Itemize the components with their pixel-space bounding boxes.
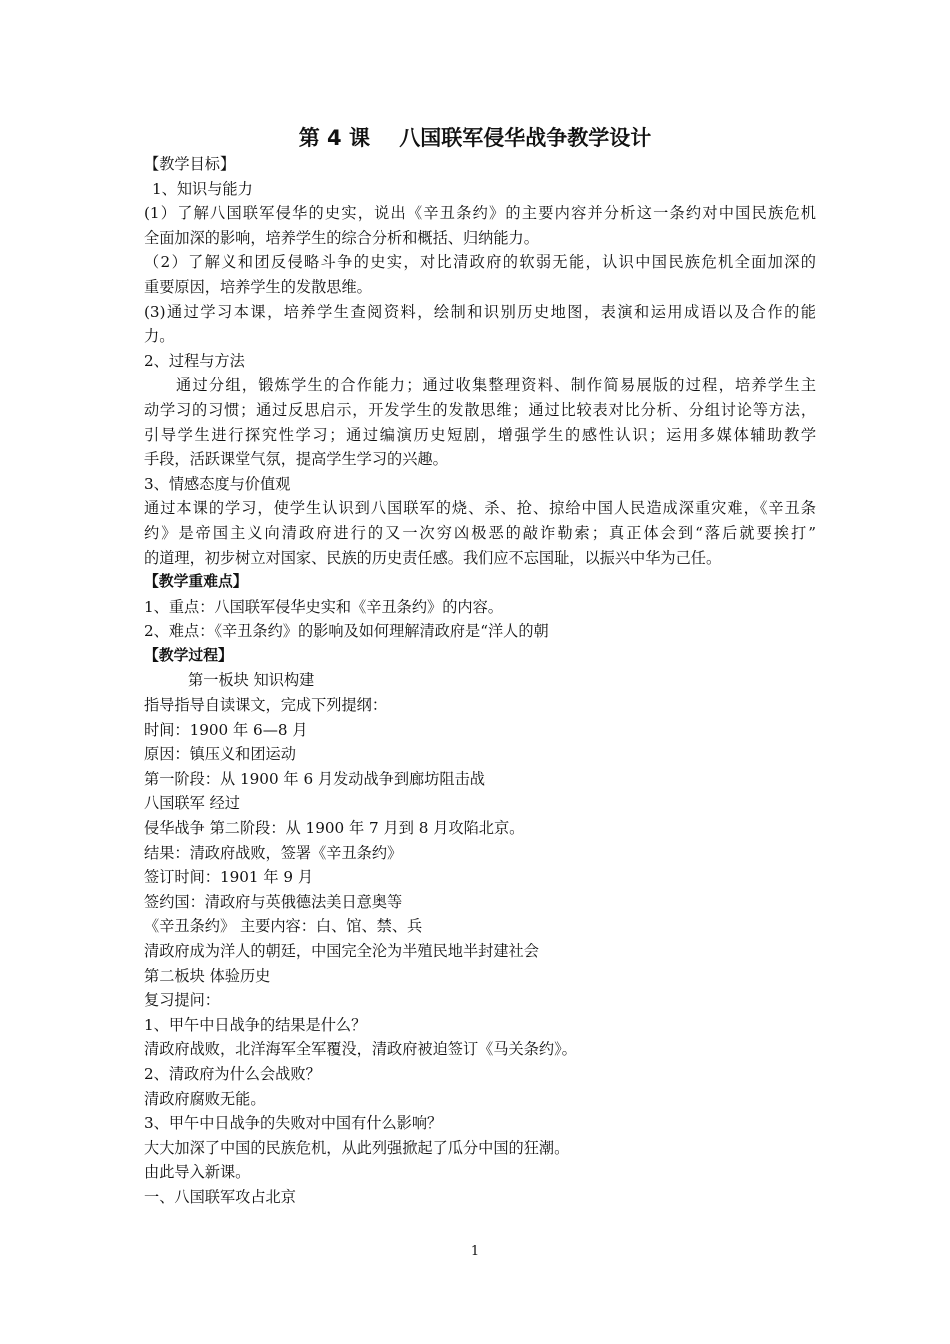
section-heading-capture-beijing: 一、八国联军攻占北京 — [144, 1187, 296, 1206]
answer-line: 大大加深了中国的民族危机，从此列强掀起了瓜分中国的狂潮。 — [144, 1138, 570, 1157]
subheading-values: 3、情感态度与价值观 — [144, 474, 291, 493]
paragraph-line: (1）了解八国联军侵华的史实，说出《辛丑条约》的主要内容并分析这一条约对中国民族危机 — [144, 204, 816, 223]
outline-line: 清政府成为洋人的朝廷，中国完全沦为半殖民地半封建社会 — [144, 942, 539, 960]
answer-line: 清政府战败，北洋海军全军覆没，清政府被迫签订《马关条约》。 — [144, 1040, 577, 1059]
answer-line: 清政府腐败无能。 — [144, 1089, 266, 1108]
subheading-knowledge: 1、知识与能力 — [152, 179, 253, 198]
paragraph-line: （2）了解义和团反侵略斗争的史实，对比清政府的软弱无能，认识中国民族危机全面加深的 — [144, 253, 816, 272]
outline-line: 时间：1900 年 6—8 月 — [144, 720, 308, 739]
document-title: 第 4 课 八国联军侵华战争教学设计 — [298, 126, 652, 150]
paragraph-line: (3)通过学习本课，培养学生查阅资料，绘制和识别历史地图，表演和运用成语以及合作的能 — [144, 302, 816, 321]
paragraph-line: 的道理，初步树立对国家、民族的历史责任感。我们应不忘国耻，以振兴中华为己任。 — [144, 548, 722, 567]
block-heading-experience: 第二板块 体验历史 — [144, 966, 271, 985]
paragraph-line: 通过分组，锻炼学生的合作能力；通过收集整理资料、制作简易展版的过程，培养学生主 — [176, 376, 816, 395]
block-heading-knowledge: 第一板块 知识构建 — [188, 671, 315, 690]
paragraph-line: 引导学生进行探究性学习；通过编演历史短剧，增强学生的感性认识；运用多媒体辅助教学 — [144, 425, 816, 444]
outline-line: 签约国：清政府与英俄德法美日意奥等 — [144, 892, 403, 911]
paragraph-line: 约》是帝国主义向清政府进行的又一次穷凶极恶的敲诈勒索；真正体会到“落后就要挨打” — [144, 523, 816, 542]
section-heading-objectives: 【教学目标】 — [144, 155, 236, 173]
paragraph-line: 由此导入新课。 — [144, 1163, 251, 1182]
paragraph-line: 2、难点：《辛丑条约》的影响及如何理解清政府是“洋人的朝 — [144, 622, 549, 641]
outline-line: 侵华战争 第二阶段：从 1900 年 7 月到 8 月攻陷北京。 — [144, 819, 525, 838]
outline-line: 八国联军 经过 — [144, 794, 240, 813]
document-body — [144, 152, 816, 1210]
paragraph-line: 手段，活跃课堂气氛，提高学生学习的兴趣。 — [144, 450, 448, 469]
outline-line: 原因：镇压义和团运动 — [144, 745, 296, 764]
paragraph-line: 力。 — [144, 327, 175, 346]
paragraph-line: 重要原因，培养学生的发散思维。 — [144, 277, 372, 296]
paragraph-line: 复习提问： — [144, 991, 220, 1010]
outline-line: 第一阶段：从 1900 年 6 月发动战争到廊坊阻击战 — [144, 769, 485, 788]
question-line: 2、清政府为什么会战败？ — [144, 1064, 321, 1083]
subheading-process: 2、过程与方法 — [144, 351, 245, 370]
section-heading-key-points: 【教学重难点】 — [144, 573, 248, 591]
paragraph-line: 动学习的习惯；通过反思启示，开发学生的发散思维；通过比较表对比分析、分组讨论等方法， — [144, 400, 816, 419]
section-heading-process: 【教学过程】 — [144, 646, 233, 664]
outline-line: 签订时间：1901 年 9 月 — [144, 868, 314, 887]
paragraph-line: 1、重点：八国联军侵华史实和《辛丑条约》的内容。 — [144, 597, 503, 616]
question-line: 1、甲午中日战争的结果是什么？ — [144, 1015, 367, 1034]
page-number: 1 — [470, 1244, 480, 1259]
question-line: 3、甲午中日战争的失败对中国有什么影响？ — [144, 1114, 443, 1133]
outline-line: 结果：清政府战败，签署《辛丑条约》 — [144, 843, 403, 862]
outline-line: 《辛丑条约》 主要内容：白、馆、禁、兵 — [144, 917, 423, 936]
paragraph-line: 全面加深的影响，培养学生的综合分析和概括、归纳能力。 — [144, 228, 539, 247]
paragraph-line: 指导指导自读课文，完成下列提纲： — [144, 696, 387, 715]
paragraph-line: 通过本课的学习，使学生认识到八国联军的烧、杀、抢、掠给中国人民造成深重灾难，《辛丑条 — [144, 499, 816, 518]
